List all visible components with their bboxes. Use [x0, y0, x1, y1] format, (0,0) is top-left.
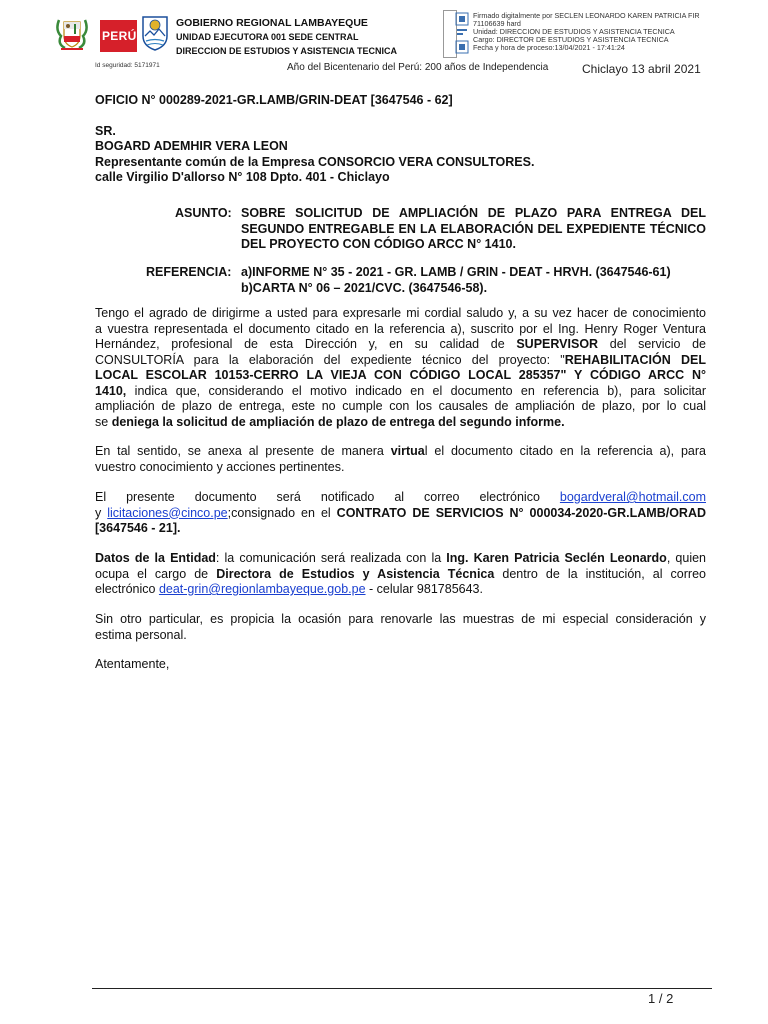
text-line: ocupa el cargo de Directora de Estudios y Asistencia Técnica dentro de la institución, al correo	[95, 566, 706, 581]
signature-line: Unidad: DIRECCION DE ESTUDIOS Y ASISTENCIA TECNICA	[473, 27, 675, 36]
paragraph-annex	[95, 444, 706, 475]
lambayeque-region-logo	[140, 14, 170, 52]
asunto-text: SOBRE SOLICITUD DE AMPLIACIÓN DE PLAZO PARA ENTREGA DEL SEGUNDO ENTREGABLE EN LA ELABORACIÓN DEL EXPEDIENTE TÉCNICO DEL PROYECTO CON CÓDIGO ARCC N° 1410.	[241, 206, 706, 251]
addressee-address: calle Virgilio D'allorso N° 108 Dpto. 401 - Chiclayo	[95, 170, 390, 184]
text-line: 1410, indica que, considerando el motivo indicado en el documento en referencia b), para solicitar	[95, 383, 706, 398]
text-line: electrónico deat-grin@regionlambayeque.gob.pe - celular 981785643.	[95, 582, 483, 596]
addressee-name: BOGARD ADEMHIR VERA LEON	[95, 139, 288, 153]
text-line: El presente documento será notificado al correo electrónico bogardveral@hotmail.com	[95, 490, 706, 504]
org-direction: DIRECCION DE ESTUDIOS Y ASISTENCIA TECNICA	[176, 46, 398, 56]
text-line: [3647546 - 21].	[95, 521, 181, 535]
text-line: LOCAL ESCOLAR 10153-CERRO LA VIEJA CON CÓDIGO LOCAL 285357" Y CÓDIGO ARCC N°	[95, 368, 706, 382]
signature-line: Fecha y hora de proceso:13/04/2021 - 17:41:24	[473, 43, 625, 52]
text-line: a vuestra representada el documento citado en la referencia a), suscrito por el Ing. Henry Roger Ventura	[95, 321, 706, 336]
text-line: estima personal.	[95, 627, 187, 642]
denial-emphasis: deniega la solicitud de ampliación de plazo de entrega del segundo informe.	[111, 414, 565, 429]
signature-line: Cargo: DIRECTOR DE ESTUDIOS Y ASISTENCIA TECNICA	[473, 35, 669, 44]
referencia-label: REFERENCIA:	[146, 265, 232, 279]
org-name: GOBIERNO REGIONAL LAMBAYEQUE	[176, 17, 368, 29]
asunto-label: ASUNTO:	[175, 206, 232, 220]
closing-salutation: Atentamente,	[95, 657, 170, 671]
signature-qr-icon	[455, 11, 469, 55]
paragraph-closing	[95, 612, 706, 643]
text-line: y licitaciones@cinco.pe;consignado en el CONTRATO DE SERVICIOS N° 000034-2020-GR.LAMB/ORAD	[95, 505, 706, 520]
signature-line: Firmado digitalmente por SECLEN LEONARDO KAREN PATRICIA FIR	[473, 11, 700, 20]
text-line: se deniega la solicitud de ampliación de plazo de entrega del segundo informe.	[95, 414, 565, 429]
text-line: En tal sentido, se anexa al presente de manera virtual el documento citado en la referencia a), para	[95, 444, 706, 458]
peru-brand-logo	[91, 20, 137, 52]
text-line: Tengo el agrado de dirigirme a usted para expresarle mi cordial saludo y, a su vez hacer de conocimiento	[95, 306, 706, 320]
text-line: Sin otro particular, es propicia la ocasión para renovarle las muestras de mi especial consideración y	[95, 612, 706, 626]
page-number: 1 / 2	[648, 991, 674, 1006]
peru-label: PERÚ	[102, 29, 137, 43]
place-date: Chiclayo 13 abril 2021	[582, 62, 701, 76]
oficio-number: OFICIO N° 000289-2021-GR.LAMB/GRIN-DEAT [3647546 - 62]	[95, 93, 453, 107]
signature-line: 71106639 hard	[473, 19, 521, 28]
supervisor-emphasis: SUPERVISOR	[516, 337, 599, 351]
addressee-salutation: SR.	[95, 124, 116, 138]
text-line: Hernández, profesional de esta Dirección y, en su calidad de SUPERVISOR del servicio de	[95, 337, 707, 351]
text-line: CONSULTORÍA para la elaboración del expediente técnico del proyecto: "REHABILITACIÓN DEL	[95, 352, 706, 367]
text-line: ampliación de plazo de entrega, este no cumple con los causales de ampliación de plazo, por lo cual	[95, 399, 706, 413]
email-link-bogard[interactable]: bogardveral@hotmail.com	[559, 490, 706, 504]
paragraph-main	[95, 306, 706, 430]
text-line: Datos de la Entidad: la comunicación será realizada con la Ing. Karen Patricia Seclén Leonardo, quien	[95, 551, 707, 565]
paragraph-notification	[95, 490, 706, 537]
referencia-b: b)CARTA N° 06 – 2021/CVC. (3647546-58).	[241, 280, 488, 295]
addressee-role: Representante común de la Empresa CONSORCIO VERA CONSULTORES.	[95, 155, 535, 169]
referencia-a: a)INFORME N° 35 - 2021 - GR. LAMB / GRIN - DEAT - HRVH. (3647546-61)	[241, 265, 671, 279]
peru-coat-of-arms-logo	[55, 16, 89, 52]
footer-divider	[92, 988, 712, 989]
security-id: Id seguridad: 5171971	[95, 62, 160, 69]
email-link-deat[interactable]: deat-grin@regionlambayeque.gob.pe	[158, 582, 366, 596]
bicentenario-motto: Año del Bicentenario del Perú: 200 años de Independencia	[287, 62, 549, 73]
digital-signature-block	[473, 12, 700, 52]
paragraph-entity	[95, 551, 706, 598]
org-unit: UNIDAD EJECUTORA 001 SEDE CENTRAL	[176, 32, 359, 42]
email-link-licitaciones[interactable]: licitaciones@cinco.pe	[107, 505, 228, 520]
text-line: vuestro conocimiento y acciones pertinentes.	[95, 459, 345, 474]
referencia-list	[241, 265, 671, 296]
